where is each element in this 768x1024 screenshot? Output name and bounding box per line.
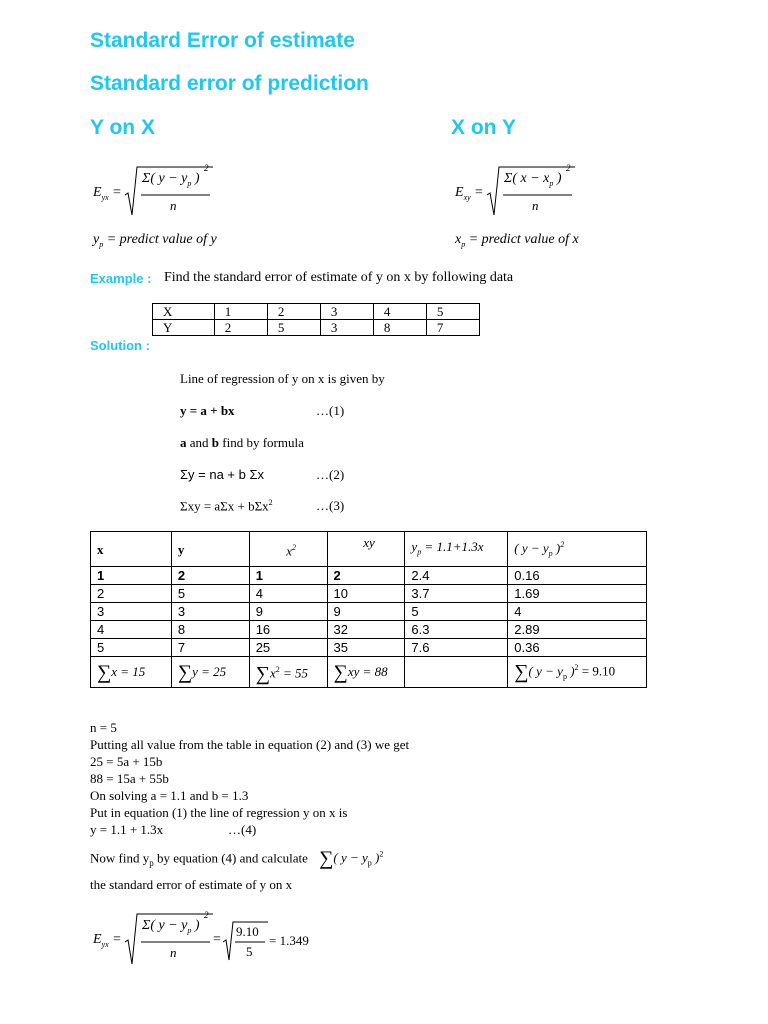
table-row: X 1 2 3 4 5 [153,304,480,320]
col-header-x: x [91,532,172,567]
formula-exy: $E_{xy}$ = Σ( $x - x_p$ ) 2 n [455,165,585,221]
equation-3-ref: …(3) [316,498,345,513]
table-row: 2 5 4 10 3.7 1.69 [91,585,647,603]
work-line-5: Put in equation (1) the line of regression y on x is [90,805,348,820]
yp-definition: $y_p$ = predict value of y [93,232,217,249]
final-result: = 1.349 [269,933,309,948]
table-row: 3 3 9 9 5 4 [91,603,647,621]
work-line-1: Putting all value from the table in equation (2) and (3) we get [90,737,410,752]
sum-x: ∑x = 15 [91,657,172,688]
work-n: n = 5 [90,720,117,735]
work-line-8: the standard error of estimate of y on x [90,877,293,892]
final-frac-num: 9.10 [236,924,259,939]
sum-yp-empty [405,657,508,688]
table-row: 1 2 1 2 2.4 0.16 [91,567,647,585]
equation-1: y = a + bx [180,403,235,418]
heading-y-on-x: Y on X [90,116,155,139]
work-line-6-ref: …(4) [228,822,257,837]
xp-definition: $x_p$ = predict value of x [455,232,579,249]
equation-2-ref: …(2) [316,467,345,482]
example-text: Find the standard error of estimate of y on x by following data [164,270,514,285]
table-row: Y 2 5 3 8 7 [153,320,480,336]
work-line-3: 88 = 15a + 55b [90,771,169,786]
table-sum-row [91,657,647,688]
work-line-2: 25 = 5a + 15b [90,754,163,769]
col-header-residual-sq: ( $y - y_p$ )$^2$ [508,532,647,567]
work-line-7: Now find $y_p$ by equation (4) and calculate ∑( $y - y_p$ )$^2$ [90,848,384,870]
heading-x-on-y: X on Y [451,116,516,139]
title-standard-error-prediction: Standard error of prediction [90,72,369,95]
equation-1-ref: …(1) [316,403,345,418]
equation-2: Σy = na + b Σx [180,467,265,482]
sum-residual-sq: ∑( $y - y_p$ )$^2$ = 9.10 [508,657,647,688]
col-header-y: y [171,532,249,567]
solution-label: Solution : [90,338,150,353]
title-standard-error-estimate: Standard Error of estimate [90,29,355,52]
col-header-x2: $x^2$ [249,532,327,567]
final-formula: $E_{yx}$ = Σ( $y - y_p$ ) 2 n = 9.10 5 = 1.349 [93,912,333,968]
table-row: 5 7 25 35 7.6 0.36 [91,639,647,657]
calculation-table [90,531,647,688]
sum-x2: $\sum x^2 = 55$ [249,657,327,688]
formula-eyx: $E_{yx}$ = Σ( $y - y_p$ ) 2 n [93,165,223,221]
col-header-xy: xy [327,532,405,567]
example-data-table [152,303,480,336]
work-line-6: y = 1.1 + 1.3x [90,822,164,837]
sum-xy: ∑xy = 88 [327,657,405,688]
formula-intro: a and b find by formula [180,435,304,450]
regression-intro: Line of regression of y on x is given by [180,371,385,386]
col-header-yp: $y_p = 1.1+1.3x$ [405,532,508,567]
sum-y: ∑y = 25 [171,657,249,688]
table-row: 4 8 16 32 6.3 2.89 [91,621,647,639]
work-line-4: On solving a = 1.1 and b = 1.3 [90,788,249,803]
table-header-row [91,532,647,567]
example-label: Example : [90,271,152,286]
final-frac-den: 5 [246,944,253,959]
equation-3: Σxy = aΣx + bΣx$^2$ [180,498,273,514]
